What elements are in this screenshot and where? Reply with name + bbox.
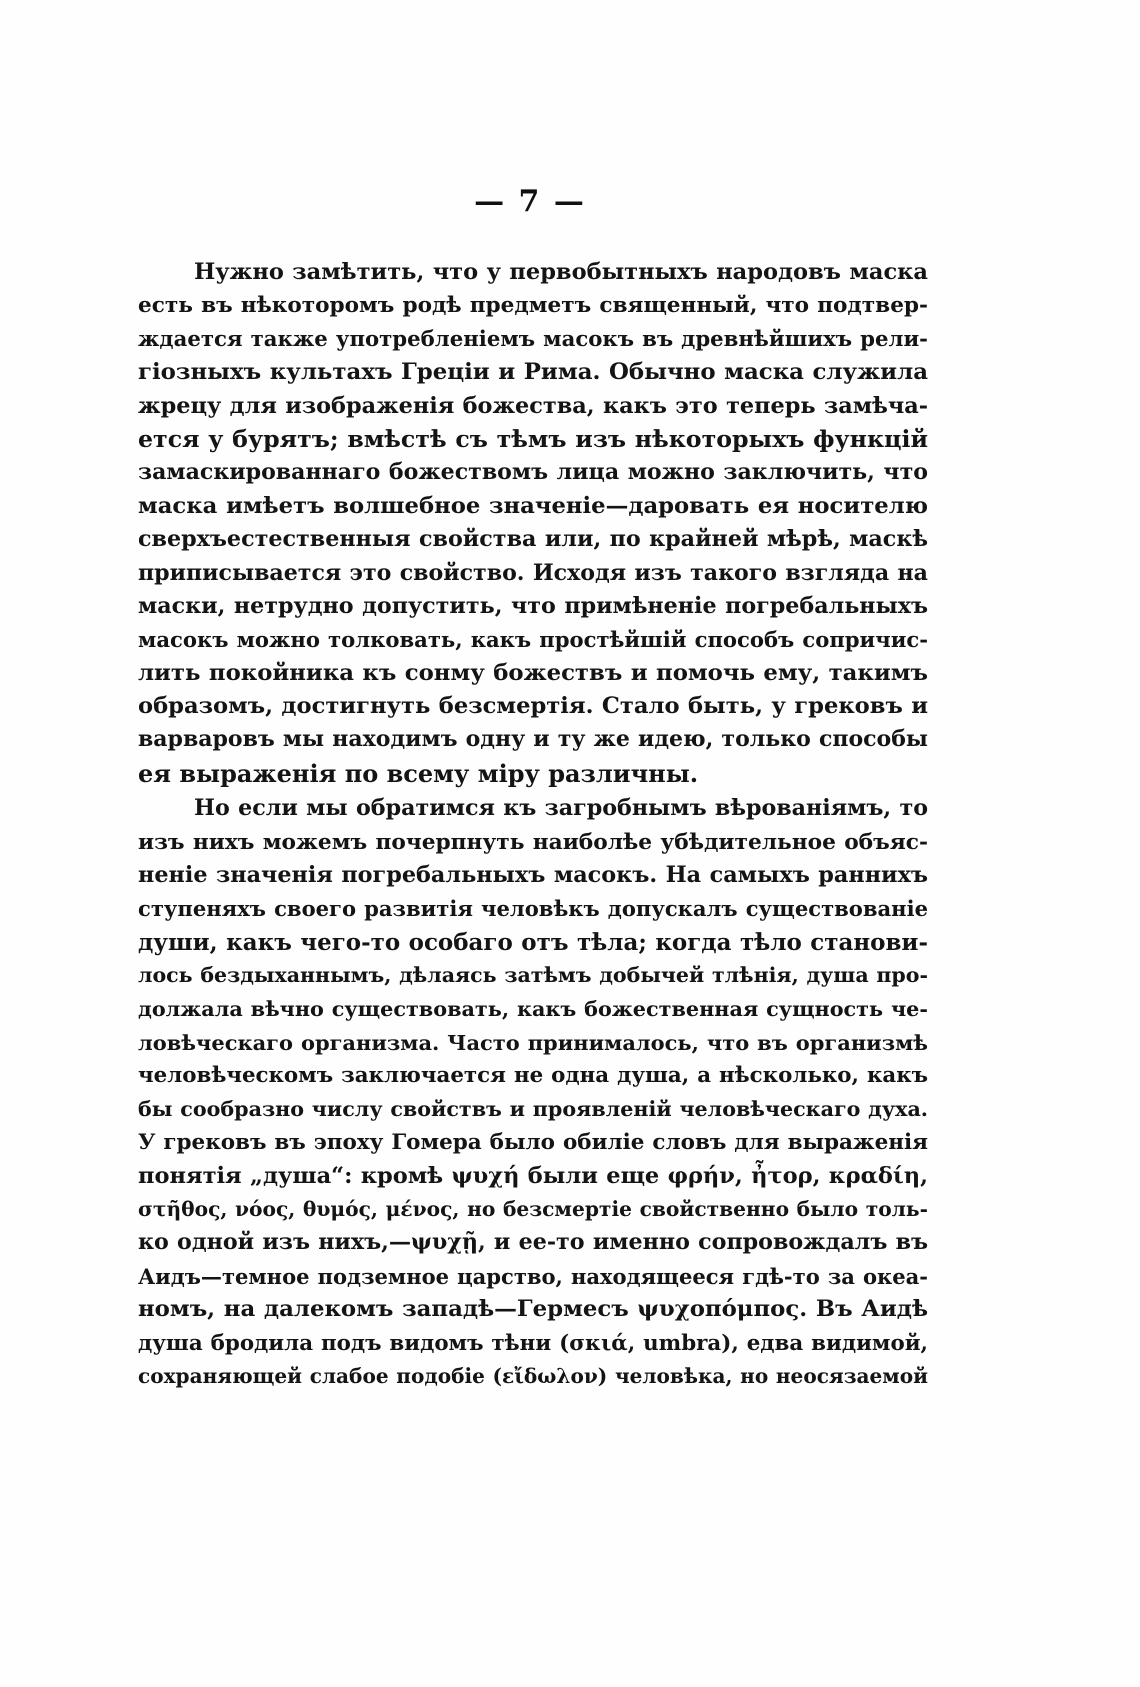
text-line: Но если мы обратимся къ загробнымъ вѣрованіямъ, то (194, 795, 928, 822)
paragraph-2 (138, 792, 928, 1393)
text-line: Нужно замѣтить, что у первобытныхъ народовъ маска (194, 259, 928, 285)
text-line: бы сообразно числу свойствъ и проявленій человѣческаго духа. (138, 1096, 928, 1121)
text-line: жрецу для изображенія божества, какъ это теперь замѣча- (138, 392, 928, 419)
text-line: лось бездыханнымъ, дѣлаясь затѣмъ добычей тлѣнія, душа про- (138, 963, 928, 988)
text-line: Аидъ—темное подземное царство, находящееся гдѣ-то за океа- (138, 1263, 928, 1289)
text-line: ко одной изъ нихъ,—ψυχῇ, и ее-то именно сопровождалъ въ (138, 1229, 928, 1256)
text-line: ется у бурятъ; вмѣстѣ съ тѣмъ изъ нѣкоторыхъ функцій (138, 424, 928, 453)
text-line: варваровъ мы находимъ одну и ту же идею, только способы (138, 726, 928, 753)
text-line: души, какъ чего-то особаго отъ тѣла; когда тѣло станови- (138, 928, 928, 956)
body-text (138, 256, 928, 1393)
text-line: гіозныхъ культахъ Греціи и Рима. Обычно маска служила (138, 359, 928, 386)
text-line: маска имѣетъ волшебное значеніе—даровать ея носителю (138, 492, 928, 519)
text-line: приписывается это свойство. Исходя изъ такого взгляда на (138, 559, 928, 586)
text-line: масокъ можно толковать, какъ простѣйшій способъ сопричис- (138, 627, 928, 653)
page-number: — 7 — (474, 184, 586, 219)
text-line: ждается также употребленіемъ масокъ въ древнѣйшихъ рели- (138, 326, 928, 352)
text-line: сохраняющей слабое подобіе (εἴδωλον) человѣка, но неосязаемой (138, 1363, 928, 1388)
text-line: ступеняхъ своего развитія человѣкъ допускалъ существованіе (138, 896, 928, 922)
text-line: στῆθος, νόος, θυμός, μένος, но безсмертіе свойственно было толь- (138, 1196, 928, 1221)
text-line: ловѣческаго организма. Часто принималось, что въ организмѣ (138, 1029, 928, 1055)
text-line: сверхъестественныя свойства или, по крайней мѣрѣ, маскѣ (138, 526, 928, 553)
text-line: понятія „душа“: кромѣ ψυχή были еще φρήν, ἦτορ, κραδίη, (138, 1162, 928, 1189)
text-line: человѣческомъ заключается не одна душа, а нѣсколько, какъ (138, 1063, 928, 1089)
text-line: должала вѣчно существовать, какъ божественная сущность че- (138, 996, 928, 1021)
text-line: У грековъ въ эпоху Гомера было обиліе словъ для выраженія (138, 1130, 928, 1156)
text-line: образомъ, достигнуть безсмертія. Стало быть, у грековъ и (138, 693, 928, 720)
text-line: номъ, на далекомъ западѣ—Гермесъ ψυχοπόμπος. Въ Аидѣ (138, 1296, 928, 1323)
text-line: ея выраженія по всему міру различны. (138, 758, 699, 788)
text-line: душа бродила подъ видомъ тѣни (σκιά, umbra), едва видимой, (138, 1330, 928, 1356)
text-line: неніе значенія погребальныхъ масокъ. На самыхъ раннихъ (138, 862, 928, 889)
text-line: изъ нихъ можемъ почерпнуть наиболѣе убѣдительное объяс- (138, 829, 928, 855)
text-line: лить покойника къ сонму божествъ и помочь ему, такимъ (138, 659, 928, 686)
paragraph-1 (138, 256, 928, 790)
text-line: есть въ нѣкоторомъ родѣ предметъ священный, что подтвер- (138, 293, 928, 319)
text-line: маски, нетрудно допустить, что примѣненіе погребальныхъ (138, 592, 928, 619)
text-line: замаскированнаго божествомъ лица можно заключить, что (138, 459, 928, 486)
